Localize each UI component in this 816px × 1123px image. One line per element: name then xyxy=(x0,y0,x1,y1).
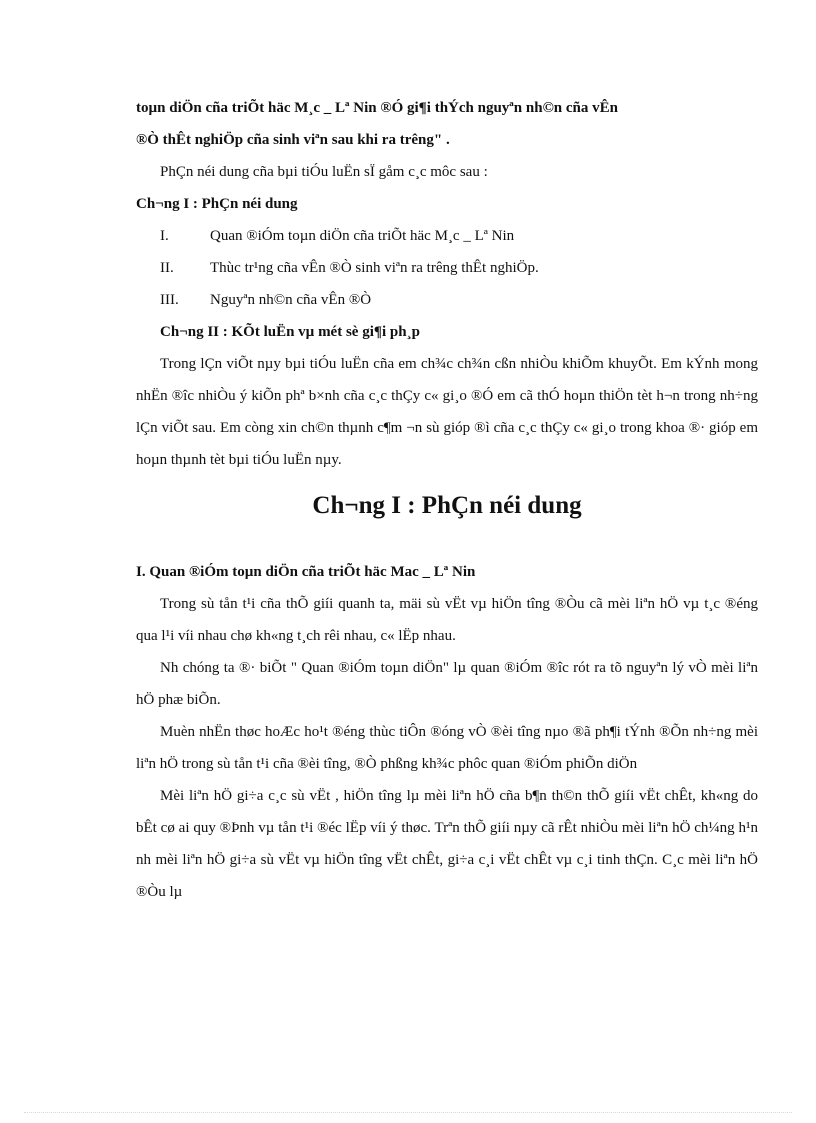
page-bottom-border xyxy=(24,1112,792,1113)
list-text: Nguyªn nh©n cña vÊn ®Ò xyxy=(210,292,372,308)
section-1-paragraph-1: Trong sù tån t¹i cña thÕ giíi quanh ta, mäi sù vËt vµ hiÖn tîng ®Òu cã mèi liªn hÖ vµ t¸c ®éng qua l¹i víi nhau chø kh«ng t¸ch rêi nhau, c« lËp nhau. xyxy=(136,596,758,644)
intro-line-1: toµn diÖn cña triÕt häc M¸c _ Lª Nin ®Ó gi¶i thÝch nguyªn nh©n cña vÊn xyxy=(136,100,618,116)
section-1-paragraph-4: Mèi liªn hÖ gi÷a c¸c sù vËt , hiÖn tîng lµ mèi liªn hÖ cña b¶n th©n thÕ giíi vËt chÊt, kh«ng do bÊt cø ai quy ®Þnh vµ tån t¹i ®éc lËp víi ý thøc. Trªn thÕ giíi nµy cã rÊt nhiÒu mèi liªn hÖ ch¼ng h¹n nh mèi liªn hÖ gi÷a sù vËt vµ hiÖn tîng vËt chÊt, gi÷a c¸i vËt chÊt vµ c¸i tinh thÇn. C¸c mèi liªn hÖ ®Òu lµ xyxy=(136,788,758,900)
list-item xyxy=(136,220,758,252)
chapter-2-heading: Ch¬ng II : KÕt luËn vµ mét sè gi¶i ph¸p xyxy=(160,324,420,340)
section-1-paragraph-3: Muèn nhËn thøc hoÆc ho¹t ®éng thùc tiÔn ®óng vÒ ®èi tîng nµo ®ã ph¶i tÝnh ®Õn nh÷ng mèi liªn hÖ trong sù tån t¹i cña ®èi tîng, ®Ò phßng kh¾c phôc quan ®iÓm phiÕn diÖn xyxy=(136,724,758,772)
list-number: I. xyxy=(160,228,169,244)
list-text: Thùc tr¹ng cña vÊn ®Ò sinh viªn ra trêng thÊt nghiÖp. xyxy=(210,260,539,276)
list-number: II. xyxy=(160,260,174,276)
list-item xyxy=(136,284,758,316)
document-page xyxy=(136,92,758,908)
intro-block xyxy=(136,92,758,156)
section-1-heading: I. Quan ®iÓm toµn diÖn cña triÕt häc Mac _ Lª Nin xyxy=(136,564,476,580)
chapter-title: Ch¬ng I : PhÇn néi dung xyxy=(312,492,582,519)
outline-list xyxy=(136,220,758,316)
chapter-1-heading: Ch¬ng I : PhÇn néi dung xyxy=(136,196,298,212)
list-item xyxy=(136,252,758,284)
list-text: Quan ®iÓm toµn diÖn cña triÕt häc M¸c _ Lª Nin xyxy=(210,228,515,244)
outline-intro: PhÇn néi dung cña bµi tiÓu luËn sÏ gåm c¸c môc sau : xyxy=(160,164,488,180)
closing-paragraph: Trong lÇn viÕt nµy bµi tiÓu luËn cña em ch¾c ch¾n cßn nhiÒu khiÕm khuyÕt. Em kÝnh mong nhËn ®îc nhiÒu ý kiÕn phª b×nh cña c¸c thÇy c« gi¸o ®Ó em cã thÓ hoµn thiÖn tèt h¬n trong nh÷ng lÇn viÕt sau. Em còng xin ch©n thµnh c¶m ¬n sù gióp ®ì cña c¸c thÇy c« gi¸o trong khoa ®· gióp em hoµn thµnh tèt bµi tiÓu luËn nµy. xyxy=(136,356,758,468)
section-1-paragraph-2: Nh chóng ta ®· biÕt " Quan ®iÓm toµn diÖn" lµ quan ®iÓm ®îc rót ra tõ nguyªn lý vÒ mèi liªn hÖ phæ biÕn. xyxy=(136,660,758,708)
intro-line-2: ®Ò thÊt nghiÖp cña sinh viªn sau khi ra trêng" . xyxy=(136,132,450,148)
list-number: III. xyxy=(160,292,179,308)
